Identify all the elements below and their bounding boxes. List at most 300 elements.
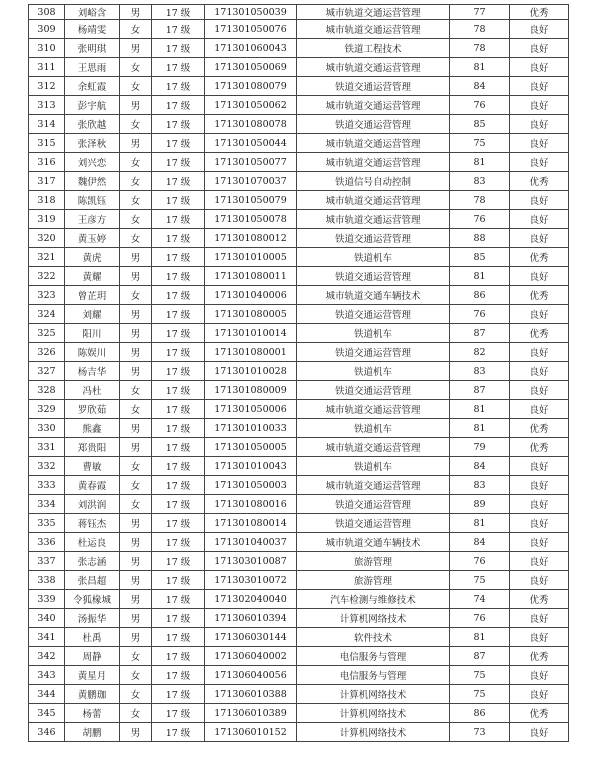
student-name-cell: 张昌超: [65, 571, 120, 590]
grade-year-cell: 17 级: [152, 210, 205, 229]
student-name-cell: 王彦方: [65, 210, 120, 229]
gender-cell: 女: [120, 77, 152, 96]
row-number-cell: 335: [29, 514, 65, 533]
major-cell: 铁道机车: [297, 248, 450, 267]
grade-year-cell: 17 级: [152, 438, 205, 457]
gender-cell: 女: [120, 647, 152, 666]
row-number-cell: 344: [29, 685, 65, 704]
major-cell: 城市轨道交通运营管理: [297, 5, 450, 20]
student-name-cell: 黄星月: [65, 666, 120, 685]
gender-cell: 女: [120, 20, 152, 39]
score-cell: 89: [450, 495, 510, 514]
major-cell: 铁道交通运营管理: [297, 495, 450, 514]
table-row: [29, 191, 569, 210]
student-id-cell: 171301050076: [205, 20, 297, 39]
row-number-cell: 342: [29, 647, 65, 666]
major-cell: 计算机网络技术: [297, 609, 450, 628]
rating-cell: 优秀: [510, 286, 569, 305]
score-cell: 75: [450, 134, 510, 153]
table-row: [29, 419, 569, 438]
student-id-cell: 171301080014: [205, 514, 297, 533]
grade-year-cell: 17 级: [152, 134, 205, 153]
major-cell: 铁道机车: [297, 419, 450, 438]
gender-cell: 男: [120, 533, 152, 552]
student-id-cell: 171301050079: [205, 191, 297, 210]
score-cell: 81: [450, 153, 510, 172]
student-name-cell: 陈娱川: [65, 343, 120, 362]
gender-cell: 男: [120, 134, 152, 153]
student-id-cell: 171302040040: [205, 590, 297, 609]
student-id-cell: 171306040056: [205, 666, 297, 685]
rating-cell: 良好: [510, 134, 569, 153]
student-name-cell: 彭宇航: [65, 96, 120, 115]
gender-cell: 男: [120, 39, 152, 58]
row-number-cell: 330: [29, 419, 65, 438]
row-number-cell: 317: [29, 172, 65, 191]
student-name-cell: 杜运良: [65, 533, 120, 552]
score-cell: 78: [450, 191, 510, 210]
table-row: [29, 324, 569, 343]
row-number-cell: 337: [29, 552, 65, 571]
student-id-cell: 171301010005: [205, 248, 297, 267]
rating-cell: 优秀: [510, 248, 569, 267]
major-cell: 铁道交通运营管理: [297, 514, 450, 533]
major-cell: 城市轨道交通运营管理: [297, 153, 450, 172]
grade-year-cell: 17 级: [152, 191, 205, 210]
score-cell: 81: [450, 514, 510, 533]
gender-cell: 女: [120, 666, 152, 685]
student-id-cell: 171301070037: [205, 172, 297, 191]
score-cell: 76: [450, 96, 510, 115]
table-row: [29, 39, 569, 58]
table-row: [29, 267, 569, 286]
rating-cell: 良好: [510, 495, 569, 514]
gender-cell: 女: [120, 229, 152, 248]
major-cell: 城市轨道交通车辆技术: [297, 533, 450, 552]
score-cell: 83: [450, 362, 510, 381]
gender-cell: 女: [120, 476, 152, 495]
major-cell: 铁道交通运营管理: [297, 267, 450, 286]
student-id-cell: 171301080009: [205, 381, 297, 400]
grade-year-cell: 17 级: [152, 381, 205, 400]
table-row: [29, 96, 569, 115]
student-name-cell: 杨靖雯: [65, 20, 120, 39]
gender-cell: 女: [120, 286, 152, 305]
row-number-cell: 325: [29, 324, 65, 343]
table-row: [29, 552, 569, 571]
gender-cell: 女: [120, 495, 152, 514]
table-row: [29, 229, 569, 248]
grade-year-cell: 17 级: [152, 495, 205, 514]
score-cell: 81: [450, 419, 510, 438]
score-cell: 84: [450, 533, 510, 552]
grade-year-cell: 17 级: [152, 96, 205, 115]
student-name-cell: 黄春霞: [65, 476, 120, 495]
row-number-cell: 329: [29, 400, 65, 419]
rating-cell: 优秀: [510, 5, 569, 20]
major-cell: 铁道交通运营管理: [297, 381, 450, 400]
major-cell: 城市轨道交通车辆技术: [297, 286, 450, 305]
row-number-cell: 315: [29, 134, 65, 153]
rating-cell: 良好: [510, 191, 569, 210]
major-cell: 铁道交通运营管理: [297, 115, 450, 134]
student-id-cell: 171301010033: [205, 419, 297, 438]
score-cell: 76: [450, 305, 510, 324]
rating-cell: 优秀: [510, 419, 569, 438]
gender-cell: 男: [120, 5, 152, 20]
table-row: [29, 685, 569, 704]
row-number-cell: 341: [29, 628, 65, 647]
major-cell: 城市轨道交通运营管理: [297, 58, 450, 77]
score-cell: 81: [450, 400, 510, 419]
grade-year-cell: 17 级: [152, 457, 205, 476]
grade-year-cell: 17 级: [152, 685, 205, 704]
student-name-cell: 张志涵: [65, 552, 120, 571]
gender-cell: 女: [120, 115, 152, 134]
table-row: [29, 58, 569, 77]
major-cell: 旅游管理: [297, 552, 450, 571]
table-body: [29, 5, 569, 742]
row-number-cell: 333: [29, 476, 65, 495]
major-cell: 铁道交通运营管理: [297, 305, 450, 324]
gender-cell: 男: [120, 628, 152, 647]
score-cell: 74: [450, 590, 510, 609]
table-row: [29, 438, 569, 457]
major-cell: 城市轨道交通运营管理: [297, 191, 450, 210]
gender-cell: 女: [120, 210, 152, 229]
score-cell: 76: [450, 552, 510, 571]
student-id-cell: 171301050078: [205, 210, 297, 229]
student-name-cell: 刘兴恋: [65, 153, 120, 172]
rating-cell: 良好: [510, 609, 569, 628]
score-cell: 76: [450, 210, 510, 229]
rating-cell: 良好: [510, 229, 569, 248]
student-id-cell: 171301050069: [205, 58, 297, 77]
rating-cell: 良好: [510, 210, 569, 229]
student-name-cell: 郑贵阳: [65, 438, 120, 457]
rating-cell: 良好: [510, 685, 569, 704]
gender-cell: 男: [120, 362, 152, 381]
table-row: [29, 571, 569, 590]
row-number-cell: 310: [29, 39, 65, 58]
student-roster-table: [28, 4, 569, 742]
student-name-cell: 蒋钰杰: [65, 514, 120, 533]
table-row: [29, 495, 569, 514]
table-row: [29, 5, 569, 20]
grade-year-cell: 17 级: [152, 286, 205, 305]
student-name-cell: 杨吉华: [65, 362, 120, 381]
student-name-cell: 曾芷玥: [65, 286, 120, 305]
student-name-cell: 胡鹏: [65, 723, 120, 742]
score-cell: 75: [450, 571, 510, 590]
major-cell: 城市轨道交通运营管理: [297, 400, 450, 419]
grade-year-cell: 17 级: [152, 172, 205, 191]
major-cell: 铁道机车: [297, 324, 450, 343]
table-row: [29, 400, 569, 419]
gender-cell: 男: [120, 267, 152, 286]
row-number-cell: 323: [29, 286, 65, 305]
rating-cell: 良好: [510, 115, 569, 134]
grade-year-cell: 17 级: [152, 305, 205, 324]
score-cell: 87: [450, 324, 510, 343]
student-name-cell: 熊鑫: [65, 419, 120, 438]
grade-year-cell: 17 级: [152, 39, 205, 58]
student-id-cell: 171301050005: [205, 438, 297, 457]
student-id-cell: 171301050006: [205, 400, 297, 419]
rating-cell: 良好: [510, 381, 569, 400]
gender-cell: 男: [120, 305, 152, 324]
grade-year-cell: 17 级: [152, 666, 205, 685]
score-cell: 82: [450, 343, 510, 362]
row-number-cell: 311: [29, 58, 65, 77]
major-cell: 汽车检测与维修技术: [297, 590, 450, 609]
student-id-cell: 171301080016: [205, 495, 297, 514]
row-number-cell: 320: [29, 229, 65, 248]
student-id-cell: 171301050077: [205, 153, 297, 172]
student-name-cell: 黄鹏珈: [65, 685, 120, 704]
rating-cell: 良好: [510, 267, 569, 286]
table-row: [29, 704, 569, 723]
score-cell: 81: [450, 58, 510, 77]
student-id-cell: 171303010087: [205, 552, 297, 571]
grade-year-cell: 17 级: [152, 476, 205, 495]
student-id-cell: 171301080005: [205, 305, 297, 324]
table-row: [29, 248, 569, 267]
major-cell: 铁道交通运营管理: [297, 77, 450, 96]
gender-cell: 男: [120, 419, 152, 438]
major-cell: 电信服务与管理: [297, 647, 450, 666]
row-number-cell: 326: [29, 343, 65, 362]
major-cell: 城市轨道交通运营管理: [297, 210, 450, 229]
rating-cell: 良好: [510, 533, 569, 552]
rating-cell: 良好: [510, 20, 569, 39]
row-number-cell: 327: [29, 362, 65, 381]
student-name-cell: 杨蕾: [65, 704, 120, 723]
row-number-cell: 312: [29, 77, 65, 96]
student-id-cell: 171306010389: [205, 704, 297, 723]
score-cell: 75: [450, 666, 510, 685]
row-number-cell: 345: [29, 704, 65, 723]
row-number-cell: 318: [29, 191, 65, 210]
table-row: [29, 381, 569, 400]
grade-year-cell: 17 级: [152, 609, 205, 628]
student-name-cell: 余虹霞: [65, 77, 120, 96]
student-name-cell: 周静: [65, 647, 120, 666]
rating-cell: 良好: [510, 476, 569, 495]
score-cell: 81: [450, 628, 510, 647]
grade-year-cell: 17 级: [152, 153, 205, 172]
rating-cell: 良好: [510, 305, 569, 324]
major-cell: 铁道信号自动控制: [297, 172, 450, 191]
rating-cell: 良好: [510, 153, 569, 172]
score-cell: 87: [450, 381, 510, 400]
score-cell: 85: [450, 115, 510, 134]
score-cell: 85: [450, 248, 510, 267]
score-cell: 75: [450, 685, 510, 704]
student-id-cell: 171301050003: [205, 476, 297, 495]
grade-year-cell: 17 级: [152, 77, 205, 96]
student-name-cell: 魏伊然: [65, 172, 120, 191]
student-id-cell: 171303010072: [205, 571, 297, 590]
rating-cell: 良好: [510, 362, 569, 381]
row-number-cell: 309: [29, 20, 65, 39]
major-cell: 计算机网络技术: [297, 723, 450, 742]
student-name-cell: 黄玉婷: [65, 229, 120, 248]
major-cell: 铁道工程技术: [297, 39, 450, 58]
row-number-cell: 314: [29, 115, 65, 134]
row-number-cell: 316: [29, 153, 65, 172]
gender-cell: 男: [120, 552, 152, 571]
rating-cell: 良好: [510, 514, 569, 533]
table-row: [29, 647, 569, 666]
table-row: [29, 457, 569, 476]
table-row: [29, 20, 569, 39]
row-number-cell: 321: [29, 248, 65, 267]
gender-cell: 男: [120, 609, 152, 628]
gender-cell: 男: [120, 514, 152, 533]
major-cell: 城市轨道交通运营管理: [297, 134, 450, 153]
grade-year-cell: 17 级: [152, 723, 205, 742]
rating-cell: 良好: [510, 58, 569, 77]
gender-cell: 女: [120, 172, 152, 191]
row-number-cell: 331: [29, 438, 65, 457]
major-cell: 旅游管理: [297, 571, 450, 590]
student-id-cell: 171301010014: [205, 324, 297, 343]
table-row: [29, 77, 569, 96]
student-name-cell: 张明琪: [65, 39, 120, 58]
student-name-cell: 阳川: [65, 324, 120, 343]
gender-cell: 男: [120, 438, 152, 457]
gender-cell: 男: [120, 96, 152, 115]
student-id-cell: 171301050062: [205, 96, 297, 115]
grade-year-cell: 17 级: [152, 229, 205, 248]
table-row: [29, 305, 569, 324]
score-cell: 86: [450, 704, 510, 723]
grade-year-cell: 17 级: [152, 343, 205, 362]
rating-cell: 良好: [510, 571, 569, 590]
major-cell: 城市轨道交通运营管理: [297, 96, 450, 115]
table-row: [29, 628, 569, 647]
table-row: [29, 533, 569, 552]
rating-cell: 优秀: [510, 438, 569, 457]
student-name-cell: 张泽秋: [65, 134, 120, 153]
student-name-cell: 冯杜: [65, 381, 120, 400]
rating-cell: 优秀: [510, 704, 569, 723]
student-name-cell: 令狐椽城: [65, 590, 120, 609]
grade-year-cell: 17 级: [152, 362, 205, 381]
grade-year-cell: 17 级: [152, 590, 205, 609]
grade-year-cell: 17 级: [152, 115, 205, 134]
rating-cell: 良好: [510, 457, 569, 476]
table-row: [29, 153, 569, 172]
major-cell: 软件技术: [297, 628, 450, 647]
gender-cell: 男: [120, 590, 152, 609]
rating-cell: 良好: [510, 39, 569, 58]
student-name-cell: 黄耀: [65, 267, 120, 286]
major-cell: 城市轨道交通运营管理: [297, 438, 450, 457]
rating-cell: 良好: [510, 77, 569, 96]
table-row: [29, 723, 569, 742]
score-cell: 79: [450, 438, 510, 457]
student-id-cell: 171301080078: [205, 115, 297, 134]
rating-cell: 优秀: [510, 172, 569, 191]
major-cell: 铁道机车: [297, 362, 450, 381]
gender-cell: 男: [120, 324, 152, 343]
student-id-cell: 171301060043: [205, 39, 297, 58]
student-id-cell: 171301080079: [205, 77, 297, 96]
student-id-cell: 171306030144: [205, 628, 297, 647]
student-name-cell: 黄虎: [65, 248, 120, 267]
rating-cell: 优秀: [510, 324, 569, 343]
grade-year-cell: 17 级: [152, 248, 205, 267]
score-cell: 76: [450, 609, 510, 628]
student-name-cell: 杜禹: [65, 628, 120, 647]
student-id-cell: 171301050039: [205, 5, 297, 20]
row-number-cell: 313: [29, 96, 65, 115]
score-cell: 78: [450, 39, 510, 58]
major-cell: 铁道交通运营管理: [297, 343, 450, 362]
grade-year-cell: 17 级: [152, 267, 205, 286]
table-row: [29, 609, 569, 628]
student-name-cell: 王思雨: [65, 58, 120, 77]
row-number-cell: 324: [29, 305, 65, 324]
student-name-cell: 刘耀: [65, 305, 120, 324]
student-id-cell: 171301010028: [205, 362, 297, 381]
grade-year-cell: 17 级: [152, 514, 205, 533]
student-name-cell: 张欣越: [65, 115, 120, 134]
score-cell: 86: [450, 286, 510, 305]
score-cell: 77: [450, 5, 510, 20]
rating-cell: 良好: [510, 552, 569, 571]
grade-year-cell: 17 级: [152, 20, 205, 39]
table-row: [29, 115, 569, 134]
rating-cell: 优秀: [510, 590, 569, 609]
gender-cell: 女: [120, 153, 152, 172]
student-id-cell: 171301010043: [205, 457, 297, 476]
row-number-cell: 343: [29, 666, 65, 685]
gender-cell: 女: [120, 191, 152, 210]
student-id-cell: 171306010152: [205, 723, 297, 742]
row-number-cell: 334: [29, 495, 65, 514]
student-id-cell: 171301040037: [205, 533, 297, 552]
score-cell: 73: [450, 723, 510, 742]
grade-year-cell: 17 级: [152, 647, 205, 666]
table-row: [29, 362, 569, 381]
grade-year-cell: 17 级: [152, 533, 205, 552]
table-row: [29, 172, 569, 191]
table-row: [29, 134, 569, 153]
table-row: [29, 590, 569, 609]
row-number-cell: 346: [29, 723, 65, 742]
gender-cell: 女: [120, 704, 152, 723]
grade-year-cell: 17 级: [152, 419, 205, 438]
student-id-cell: 171306040002: [205, 647, 297, 666]
gender-cell: 男: [120, 248, 152, 267]
table-row: [29, 514, 569, 533]
grade-year-cell: 17 级: [152, 552, 205, 571]
major-cell: 电信服务与管理: [297, 666, 450, 685]
rating-cell: 良好: [510, 723, 569, 742]
row-number-cell: 322: [29, 267, 65, 286]
rating-cell: 优秀: [510, 647, 569, 666]
student-id-cell: 171301040006: [205, 286, 297, 305]
score-cell: 84: [450, 77, 510, 96]
student-name-cell: 罗欣茹: [65, 400, 120, 419]
major-cell: 铁道机车: [297, 457, 450, 476]
grade-year-cell: 17 级: [152, 5, 205, 20]
rating-cell: 良好: [510, 400, 569, 419]
student-id-cell: 171306010394: [205, 609, 297, 628]
